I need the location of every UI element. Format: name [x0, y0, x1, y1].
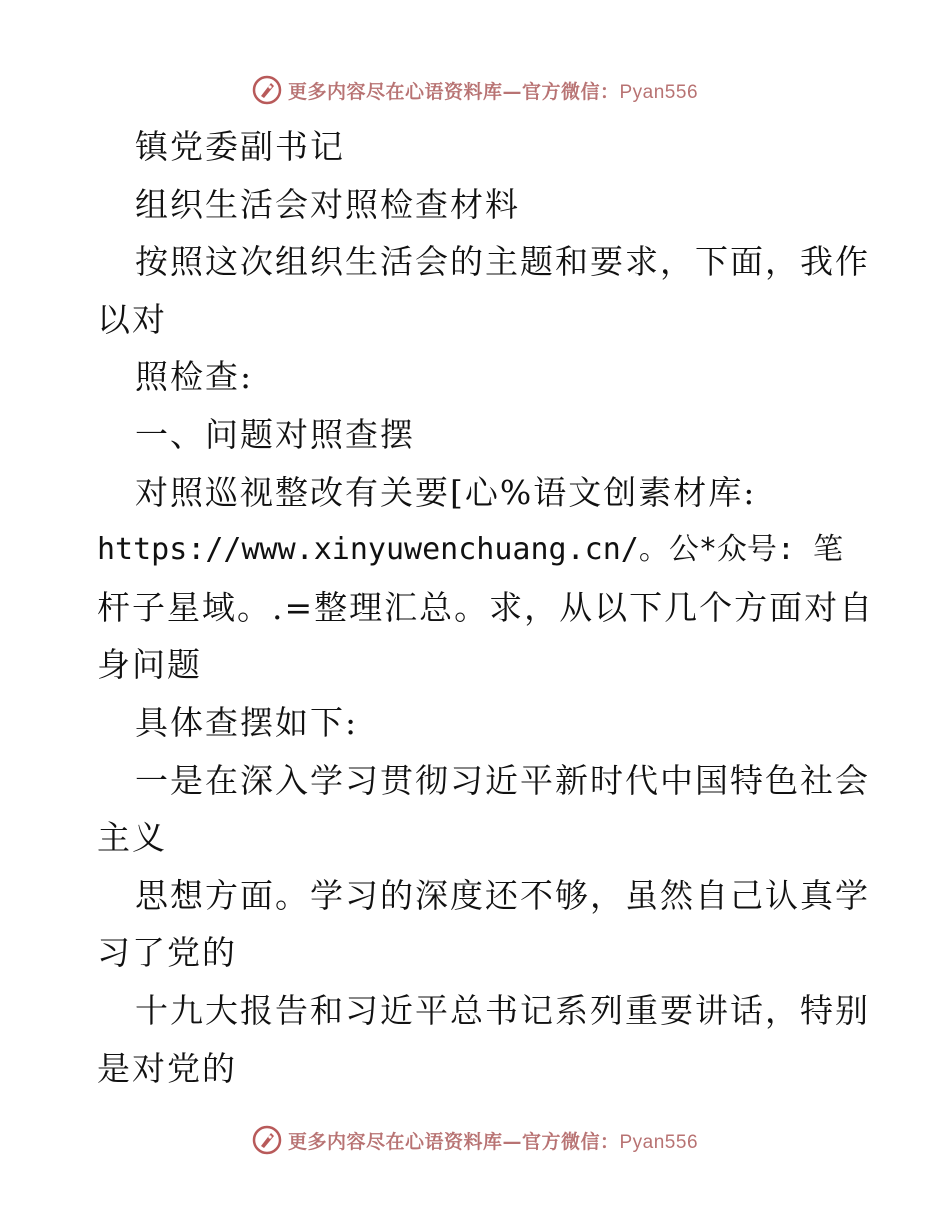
text-line: 照检查: — [135, 357, 254, 397]
text-line: 一是在深入学习贯彻习近平新时代中国特色社会 — [135, 760, 870, 800]
watermark-footer — [0, 1120, 950, 1160]
pen-nib-logo-icon — [252, 75, 282, 105]
text-line: 镇党委副书记 — [135, 127, 345, 166]
document-body — [97, 118, 877, 1097]
text-line: 思想方面。学习的深度还不够，虽然自己认真学 — [135, 875, 870, 915]
text-line: 杆子星域。.=整理汇总。求，从以下几个方面对自 — [97, 587, 875, 627]
text-line: 是对党的 — [97, 1048, 237, 1088]
text-line: https://www.xinyuwenchuang.cn/。公*众号: 笔 — [97, 532, 844, 568]
text-line: 十九大报告和习近平总书记系列重要讲话，特别 — [135, 990, 870, 1030]
text-line: 具体查摆如下: — [135, 702, 359, 742]
text-line: 一、问题对照查摆 — [135, 414, 415, 454]
text-line: 主义 — [97, 818, 167, 858]
text-line: 以对 — [97, 299, 167, 339]
watermark-handle: Pyan556 — [619, 1131, 699, 1153]
text-line: 按照这次组织生活会的主题和要求，下面，我作 — [135, 242, 870, 282]
text-line: 组织生活会对照检查材料 — [135, 184, 520, 224]
watermark-text: 更多内容尽在心语资料库—官方微信：Pyan556 — [287, 1130, 699, 1153]
watermark-text: 更多内容尽在心语资料库—官方微信：Pyan556 — [287, 80, 699, 103]
text-line: 对照巡视整改有关要[心%语文创素材库: — [135, 472, 757, 512]
text-line: 习了党的 — [97, 933, 237, 973]
watermark-header — [0, 70, 950, 110]
watermark-handle: Pyan556 — [619, 81, 699, 103]
pen-nib-logo-icon — [252, 1125, 282, 1155]
text-line: 身问题 — [97, 645, 202, 685]
